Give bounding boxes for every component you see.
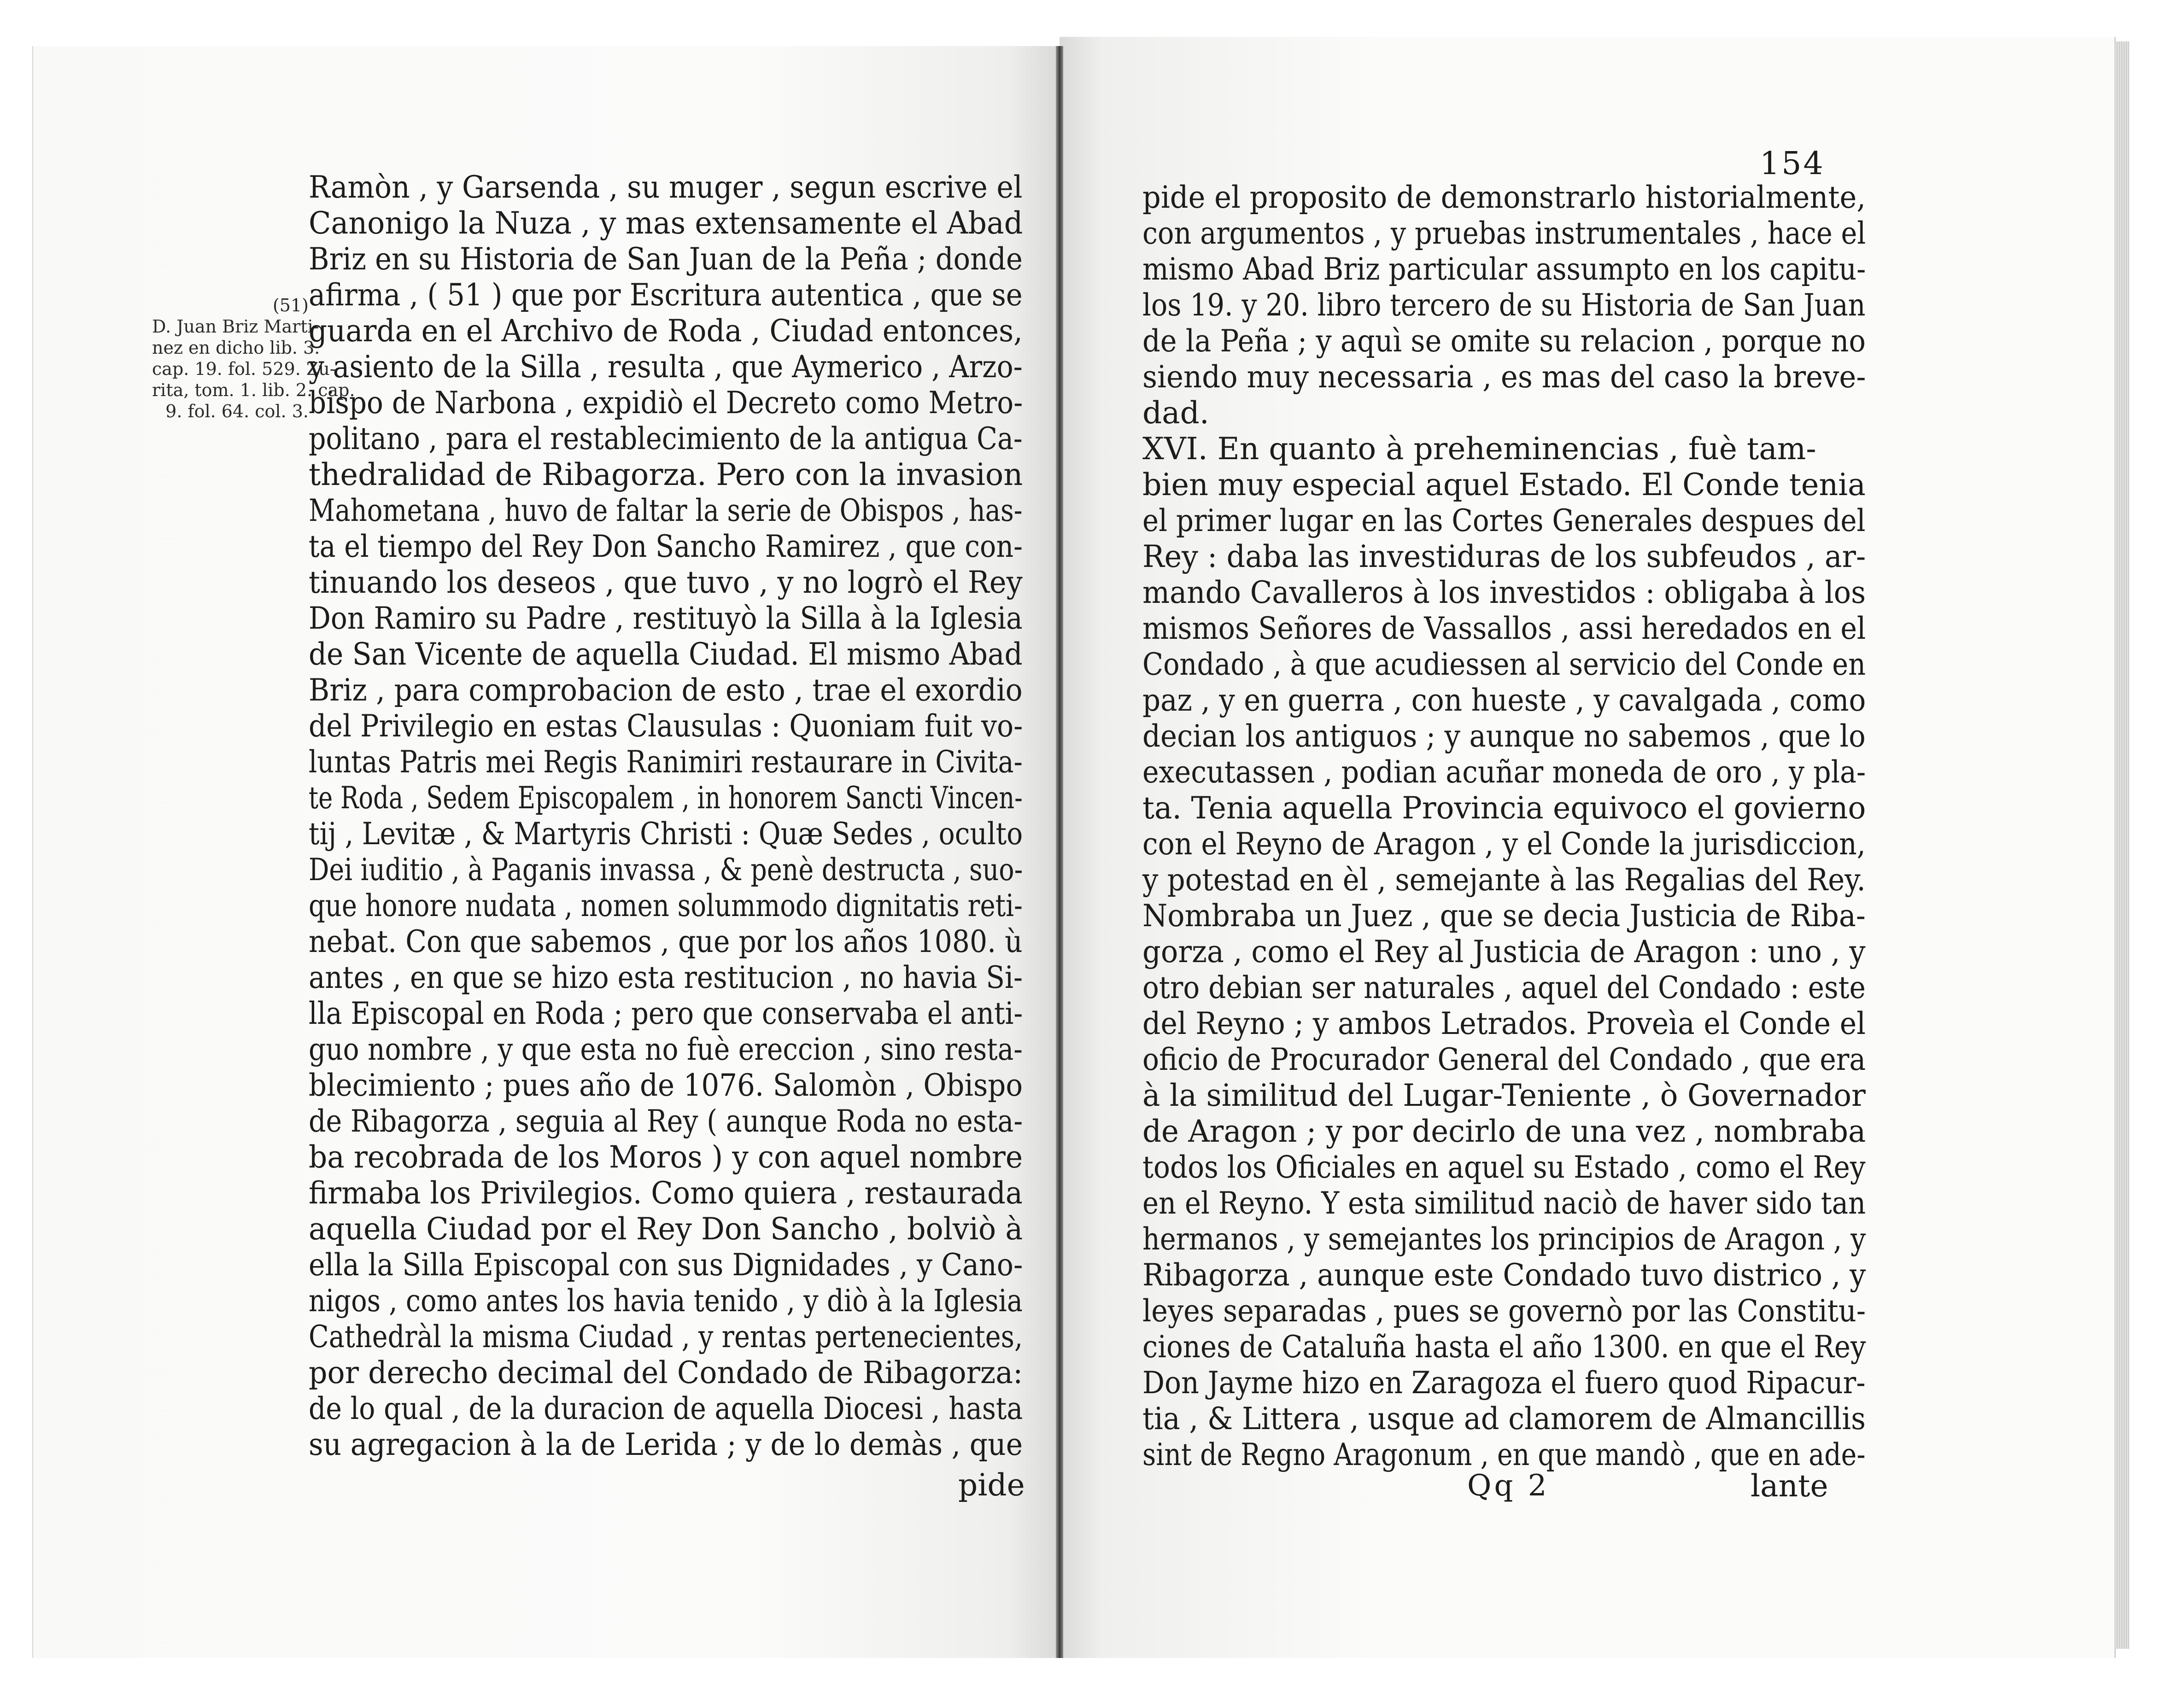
text-line: con argumentos , y pruebas instrumentales , hace el bbox=[1142, 216, 1866, 251]
right-page-text bbox=[1142, 180, 1866, 1473]
text-line: thedralidad de Ribagorza. Pero con la invasion bbox=[309, 457, 1023, 492]
text-line: el primer lugar en las Cortes Generales despues del bbox=[1142, 503, 1866, 538]
text-line: aquella Ciudad por el Rey Don Sancho , bolviò à bbox=[309, 1211, 1023, 1247]
text-line: ella la Silla Episcopal con sus Dignidades , y Cano- bbox=[309, 1247, 1023, 1283]
left-page-text bbox=[309, 169, 1023, 1463]
text-line: Briz en su Historia de San Juan de la Peña ; donde bbox=[309, 241, 1023, 277]
text-line: y asiento de la Silla , resulta , que Aymerico , Arzo- bbox=[309, 349, 1023, 385]
text-line: del Reyno ; y ambos Letrados. Proveìa el Conde el bbox=[1142, 1006, 1866, 1041]
right-catchword: lante bbox=[1751, 1468, 1828, 1504]
marginal-note-line: D. Juan Briz Marti- bbox=[152, 316, 319, 337]
text-line: gorza , como el Rey al Justicia de Aragon : uno , y bbox=[1142, 934, 1866, 969]
text-line: Ribagorza , aunque este Condado tuvo districo , y bbox=[1142, 1257, 1866, 1293]
text-line: dad. bbox=[1142, 395, 1209, 431]
text-line: paz , y en guerra , con hueste , y cavalgada , como bbox=[1142, 683, 1866, 718]
text-line: otro debian ser naturales , aquel del Condado : este bbox=[1142, 970, 1866, 1005]
page-edges bbox=[2115, 41, 2129, 1649]
page-number: 154 bbox=[1760, 146, 1825, 182]
text-line: lla Episcopal en Roda ; pero que conservaba el anti- bbox=[309, 996, 1023, 1031]
text-line: pide el proposito de demonstrarlo historialmente, bbox=[1142, 180, 1866, 215]
text-line: por derecho decimal del Condado de Ribagorza: bbox=[309, 1355, 1023, 1390]
text-line: hermanos , y semejantes los principios de Aragon , y bbox=[1142, 1221, 1866, 1257]
text-line: politano , para el restablecimiento de la antigua Ca- bbox=[309, 421, 1023, 456]
text-line: Cathedràl la misma Ciudad , y rentas pertenecientes, bbox=[309, 1319, 1023, 1354]
text-line: del Privilegio en estas Clausulas : Quoniam fuit vo- bbox=[309, 708, 1023, 744]
text-line: ciones de Cataluña hasta el año 1300. en que el Rey bbox=[1142, 1329, 1866, 1365]
book-gutter bbox=[1056, 46, 1063, 1658]
text-line: los 19. y 20. libro tercero de su Historia de San Juan bbox=[1142, 287, 1866, 323]
text-line: ta. Tenia aquella Provincia equivoco el govierno bbox=[1142, 790, 1866, 826]
marginal-note-line: nez en dicho lib. 3. bbox=[152, 338, 320, 358]
text-line: de la Peña ; y aquì se omite su relacion , porque no bbox=[1142, 323, 1866, 359]
text-line: de San Vicente de aquella Ciudad. El mismo Abad bbox=[309, 636, 1023, 672]
text-line: decian los antiguos ; y aunque no sabemos , que lo bbox=[1142, 718, 1866, 754]
text-line: oficio de Procurador General del Condado , que era bbox=[1142, 1042, 1866, 1077]
text-line: executassen , podian acuñar moneda de oro , y pla- bbox=[1142, 754, 1866, 790]
text-line: luntas Patris mei Regis Ranimiri restaurare in Civita- bbox=[309, 744, 1023, 780]
text-line: con el Reyno de Aragon , y el Conde la jurisdiccion, bbox=[1142, 826, 1866, 862]
text-line: tij , Levitæ , & Martyris Christi : Quæ Sedes , oculto bbox=[309, 816, 1023, 852]
marginal-note-line: rita, tom. 1. lib. 2. cap. bbox=[152, 380, 355, 400]
text-line: Dei iuditio , à Paganis invassa , & penè destructa , suo- bbox=[309, 852, 1023, 887]
left-catchword: pide bbox=[958, 1467, 1025, 1503]
text-line: à la similitud del Lugar-Teniente , ò Governador bbox=[1142, 1078, 1866, 1113]
text-line: todos los Oficiales en aquel su Estado , como el Rey bbox=[1142, 1150, 1866, 1185]
text-line: ta el tiempo del Rey Don Sancho Ramirez , que con- bbox=[309, 529, 1023, 564]
text-line: de Ribagorza , seguia al Rey ( aunque Roda no esta- bbox=[309, 1103, 1023, 1139]
text-line: Briz , para comprobacion de esto , trae el exordio bbox=[309, 672, 1023, 708]
text-line: y potestad en èl , semejante à las Regalias del Rey. bbox=[1142, 862, 1866, 898]
marginal-note-line: cap. 19. fol. 529. Zu- bbox=[152, 359, 336, 379]
text-line: leyes separadas , pues se governò por las Constitu- bbox=[1142, 1293, 1866, 1329]
text-line: guo nombre , y que esta no fuè ereccion , sino resta- bbox=[309, 1032, 1023, 1067]
text-line: Ramòn , y Garsenda , su muger , segun escrive el bbox=[309, 169, 1023, 205]
text-line: tinuando los deseos , que tuvo , y no logrò el Rey bbox=[309, 565, 1023, 600]
text-line: bien muy especial aquel Estado. El Conde tenia bbox=[1142, 467, 1866, 502]
marginal-note-line: (51) bbox=[272, 295, 309, 315]
text-line: Canonigo la Nuza , y mas extensamente el Abad bbox=[309, 205, 1023, 241]
text-line: XVI. En quanto à preheminencias , fuè tam- bbox=[1142, 431, 1816, 467]
text-line: blecimiento ; pues año de 1076. Salomòn , Obispo bbox=[309, 1068, 1023, 1103]
text-line: mismos Señores de Vassallos , assi heredados en el bbox=[1142, 611, 1866, 646]
text-line: Condado , à que acudiessen al servicio del Conde en bbox=[1142, 647, 1866, 682]
text-line: Don Ramiro su Padre , restituyò la Silla à la Iglesia bbox=[309, 601, 1023, 636]
text-line: mismo Abad Briz particular assumpto en los capitu- bbox=[1142, 251, 1866, 287]
text-line: Don Jayme hizo en Zaragoza el fuero quod Ripacur- bbox=[1142, 1365, 1866, 1401]
text-line: en el Reyno. Y esta similitud naciò de haver sido tan bbox=[1142, 1185, 1866, 1221]
text-line: afirma , ( 51 ) que por Escritura autentica , que se bbox=[309, 277, 1023, 313]
text-line: mando Cavalleros à los investidos : obligaba à los bbox=[1142, 575, 1866, 610]
text-line: de lo qual , de la duracion de aquella Diocesi , hasta bbox=[309, 1391, 1023, 1426]
text-line: Mahometana , huvo de faltar la serie de Obispos , has- bbox=[309, 493, 1023, 528]
text-line: siendo muy necessaria , es mas del caso la breve- bbox=[1142, 359, 1866, 395]
text-line: bispo de Narbona , expidiò el Decreto como Metro- bbox=[309, 385, 1023, 420]
text-line: sint de Regno Aragonum , en que mandò , que en ade- bbox=[1142, 1437, 1866, 1472]
text-line: ba recobrada de los Moros ) y con aquel nombre bbox=[309, 1139, 1023, 1175]
text-line: firmaba los Privilegios. Como quiera , restaurada bbox=[309, 1175, 1023, 1211]
text-line: tia , & Littera , usque ad clamorem de Almancillis bbox=[1142, 1401, 1866, 1436]
text-line: nebat. Con que sabemos , que por los años 1080. ù bbox=[309, 924, 1023, 959]
text-line: nigos , como antes los havia tenido , y diò à la Iglesia bbox=[309, 1283, 1023, 1319]
text-line: Rey : daba las investiduras de los subfeudos , ar- bbox=[1142, 539, 1866, 574]
signature-mark: Qq 2 bbox=[1467, 1469, 1550, 1503]
text-line: guarda en el Archivo de Roda , Ciudad entonces, bbox=[309, 313, 1023, 349]
marginal-note bbox=[152, 295, 355, 422]
text-line: que honore nudata , nomen solummodo dignitatis reti- bbox=[309, 888, 1023, 923]
text-line: te Roda , Sedem Episcopalem , in honorem Sancti Vincen- bbox=[309, 780, 1023, 816]
text-line: su agregacion à la de Lerida ; y de lo demàs , que bbox=[309, 1427, 1023, 1462]
text-line: antes , en que se hizo esta restitucion , no havia Si- bbox=[309, 960, 1023, 995]
text-line: Nombraba un Juez , que se decia Justicia de Riba- bbox=[1142, 898, 1866, 934]
text-line: de Aragon ; y por decirlo de una vez , nombraba bbox=[1142, 1114, 1866, 1149]
marginal-note-line: 9. fol. 64. col. 3. bbox=[165, 401, 309, 421]
